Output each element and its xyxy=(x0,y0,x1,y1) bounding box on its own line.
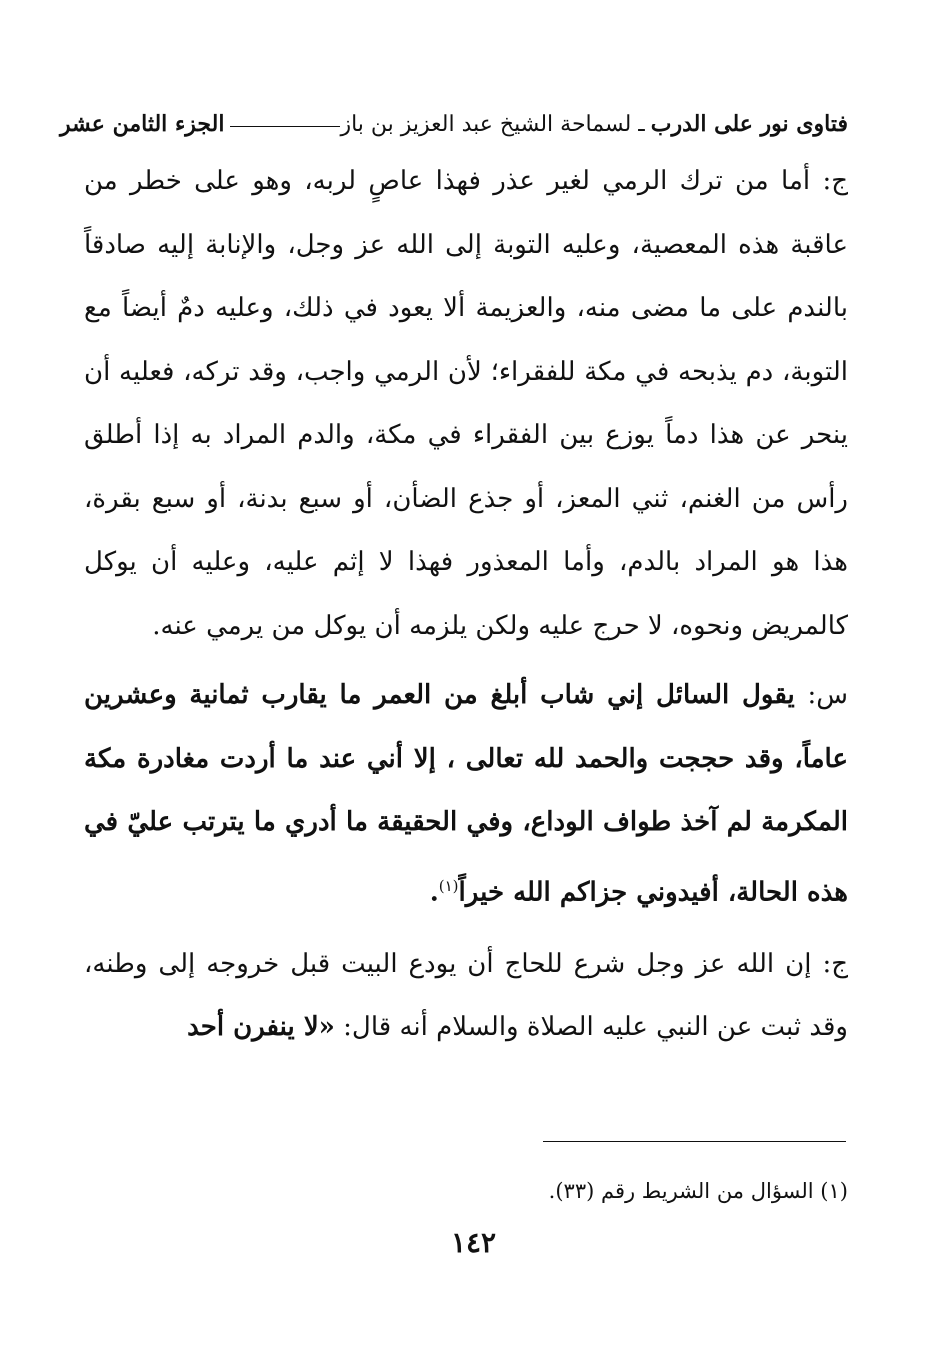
header-right xyxy=(340,111,848,137)
hadith-quote: «لا ينفرن أحد xyxy=(187,1012,335,1043)
footnote: (١) السؤال من الشريط رقم (٣٣). xyxy=(548,1179,848,1203)
page-number: ١٤٢ xyxy=(450,1226,497,1259)
header-left xyxy=(60,111,340,137)
answer-marker: ج: xyxy=(822,166,848,196)
header-rule xyxy=(230,126,340,127)
volume-label: الجزء الثامن عشر xyxy=(60,111,225,137)
answer-marker-2: ج: xyxy=(822,948,848,979)
answer-text: أما من ترك الرمي لغير عذر فهذا عاصٍ لربه، وهو على خطر من عاقبة هذه المعصية، وعليه التوبة إلى الله عز وجل، والإنابة إليه صادقاً بالندم على ما مضى منه، والعزيمة ألا يعود في ذلك، وعليه دمٌ أيضاً مع التوبة، دم يذبحه في مكة للفقراء؛ لأن الرمي واجب، وقد تركه، فعليه أن ينحر عن هذا دماً يوزع بين الفقراء في مكة، والدم المراد به إذا أطلق رأس من الغنم، ثني المعز، أو جذع الضأن، أو سبع بدنة، أو سبع بقرة، هذا هو المراد بالدم، وأما المعذور فهذا لا إثم عليه، وعليه أن يوكل كالمريض ونحوه، لا حرج عليه ولكن يلزمه أن يوكل من يرمي عنه. xyxy=(84,166,848,641)
question-text: يقول السائل إني شاب أبلغ من العمر ما يقارب ثمانية وعشرين عاماً، وقد حججت والحمد لله تعالى ، إلا أني عند ما أردت مغادرة مكة المكرمة لم آخذ طواف الوداع، وفي الحقيقة ما أدري ما يترتب عليّ في هذه الحالة، أفيدوني جزاكم الله خيراً xyxy=(84,680,848,908)
running-header xyxy=(60,104,848,144)
question-end: . xyxy=(429,877,439,908)
footnote-reference[interactable]: (١) xyxy=(438,876,459,895)
author-name: ـ لسماحة الشيخ عبد العزيز بن باز xyxy=(340,111,645,137)
answer-paragraph-2 xyxy=(84,933,848,1060)
question-paragraph xyxy=(84,664,848,925)
body-text xyxy=(84,150,848,1060)
book-title: فتاوى نور على الدرب xyxy=(650,111,848,137)
footnote-separator xyxy=(543,1141,846,1142)
answer-text-2: إن الله عز وجل شرع للحاج أن يودع البيت قبل خروجه إلى وطنه، وقد ثبت عن النبي عليه الصلاة والسلام أنه قال: xyxy=(84,948,848,1043)
question-marker: س: xyxy=(807,680,848,710)
answer-paragraph xyxy=(84,150,848,658)
